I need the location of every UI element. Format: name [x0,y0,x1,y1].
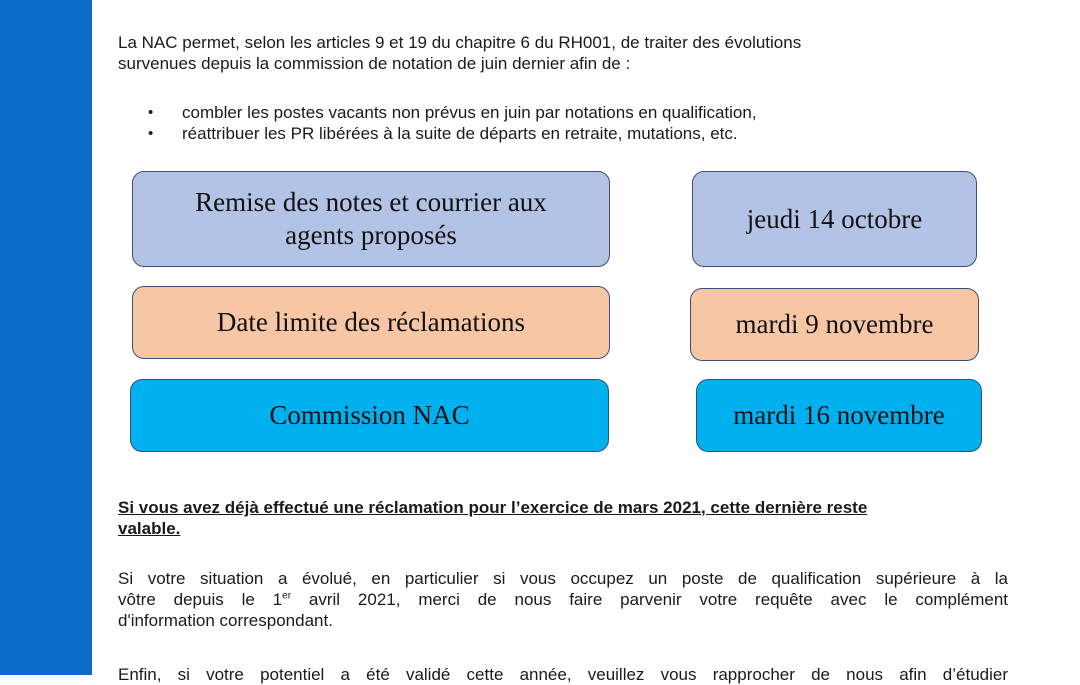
event-label: Date limite des réclamations [216,307,526,337]
date-label: mardi 16 novembre [733,400,945,430]
date-label: jeudi 14 octobre [746,203,923,234]
date-box-reclamations [690,288,979,361]
situation-line-2-end: avril 2021, merci de nous faire parvenir votre requête avec le complément [291,590,1008,609]
event-label-line-2: agents proposés [285,220,457,250]
event-label: Commission NAC [269,400,470,430]
sidebar-accent-bar [0,0,92,675]
date-box-remise [692,171,977,267]
intro-line-2: survenues depuis la commission de notation de juin dernier afin de : [118,54,631,73]
situation-line-2-start: vôtre depuis le 1 [118,590,283,609]
notice-line-2: valable. [118,519,181,538]
situation-line-1: Si votre situation a évolué, en particulier si vous occupez un poste de qualification supérieure à la [118,569,1008,588]
situation-paragraph [118,568,1008,631]
event-label-line-1: Remise des notes et courrier aux [195,187,547,217]
event-box-reclamations [132,286,610,359]
event-box-commission [130,379,609,452]
notice-line-1: Si vous avez déjà effectué une réclamation pour l’exercice de mars 2021, cette dernière reste [118,498,868,517]
ordinal-superscript: er [282,590,292,602]
intro-paragraph [118,32,1008,74]
list-item: • réattribuer les PR libérées à la suite de départs en retraite, mutations, etc. [148,123,757,144]
date-box-commission [696,379,982,452]
event-box-remise [132,171,610,267]
objectives-list [148,102,757,144]
closing-line-1: Enfin, si votre potentiel a été validé cette année, veuillez vous rapprocher de nous afin d’étudier [118,665,1008,684]
situation-line-3: d'information correspondant. [118,611,333,630]
list-item: • combler les postes vacants non prévus en juin par notations en qualification, [148,102,757,123]
intro-line-1: La NAC permet, selon les articles 9 et 19 du chapitre 6 du RH001, de traiter des évolutions [118,33,802,52]
date-label: mardi 9 novembre [735,309,934,339]
notice-paragraph [118,497,1008,539]
situation-line-2 [118,589,1008,610]
